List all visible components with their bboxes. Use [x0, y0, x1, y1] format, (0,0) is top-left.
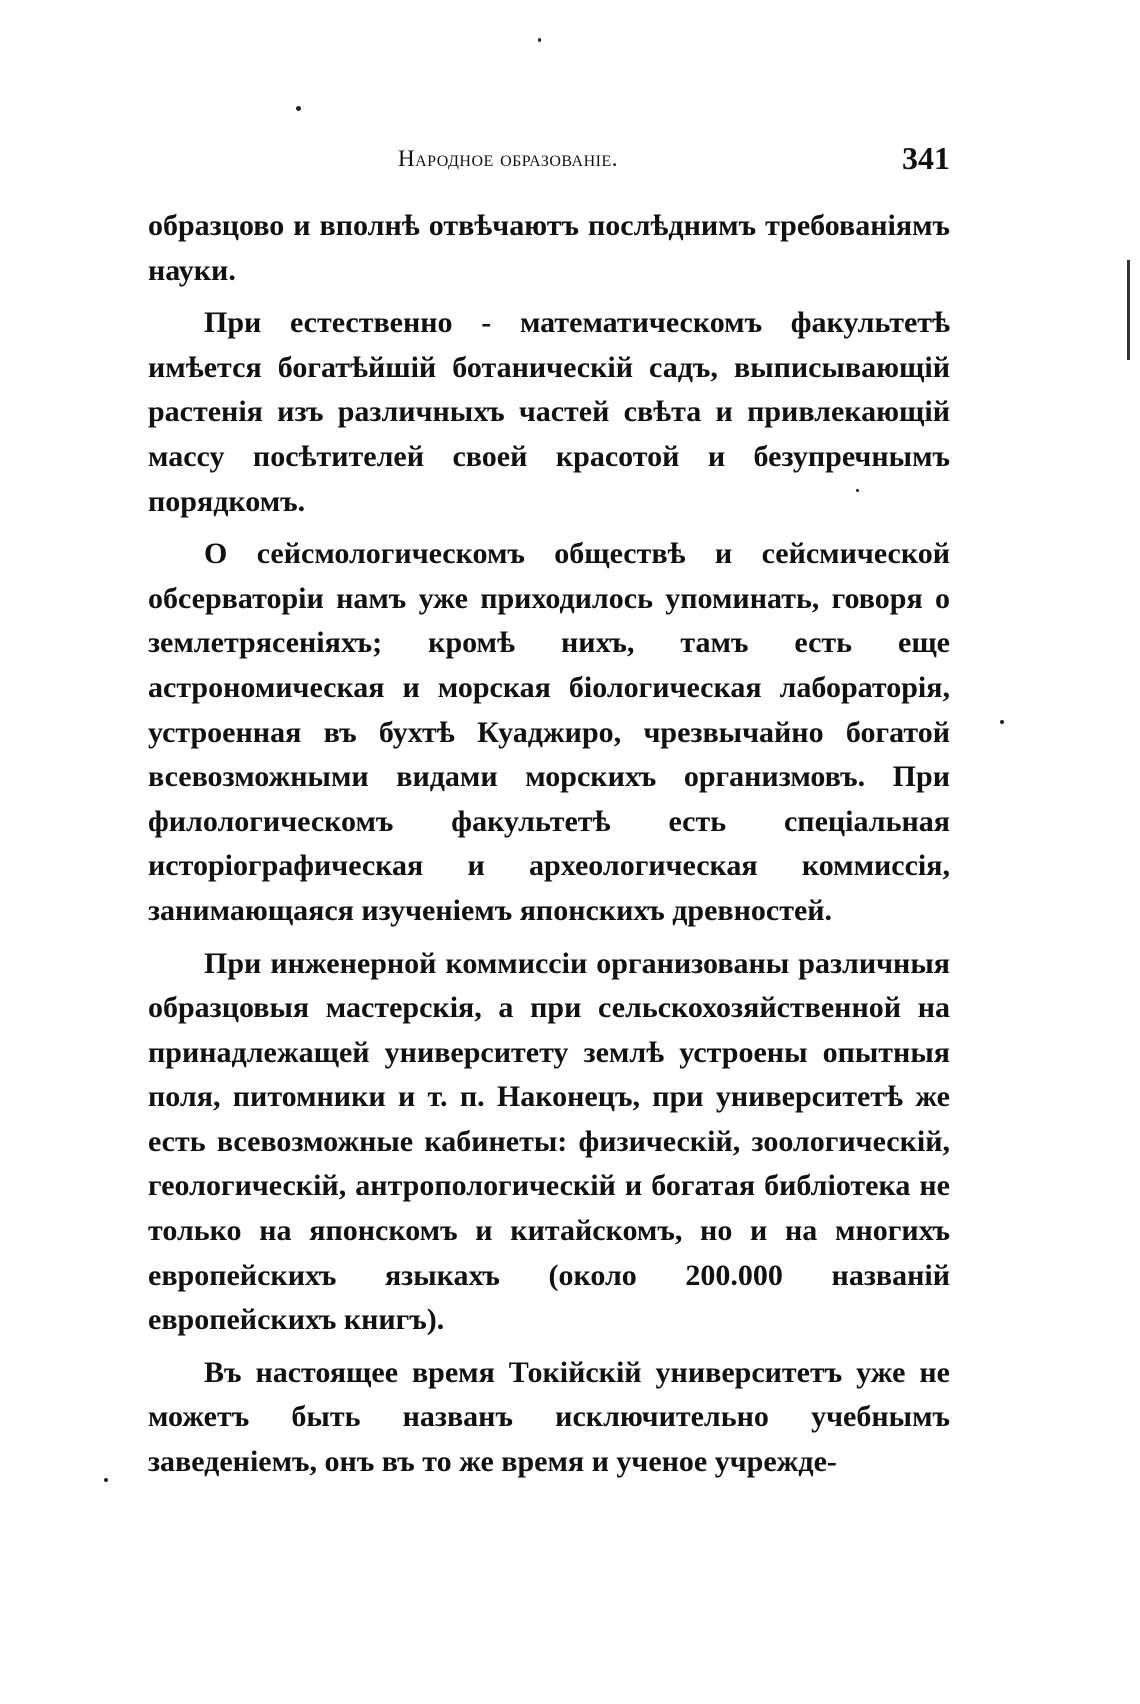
- paragraph-1: образцово и вполнѣ отвѣчаютъ послѣднимъ требованіямъ науки.: [148, 209, 950, 287]
- speck: [856, 489, 859, 492]
- speck: [296, 106, 301, 111]
- paragraph-5: Въ настоящее время Токійскій университетъ уже не можетъ быть названъ исключительно учебнымъ заведеніемъ, онъ въ то же время и ученое учрежде-: [148, 1355, 950, 1479]
- scan-edge-line: [1127, 260, 1130, 360]
- speck: [104, 1478, 108, 1482]
- running-header: [148, 140, 950, 180]
- speck: [1000, 720, 1004, 724]
- page-body: [148, 204, 950, 1485]
- paragraph-2: При естественно - математическомъ факультетѣ имѣется богатѣйшій ботаническій садъ, выписывающій растенія изъ различныхъ частей свѣта и привлекающій массу посѣтителей своей красотой и безупречнымъ порядкомъ.: [148, 306, 950, 518]
- paragraph-3: О сейсмологическомъ обществѣ и сейсмической обсерваторіи намъ уже приходилось упоминать, говоря о землетрясеніяхъ; кромѣ нихъ, тамъ есть еще астрономическая и морская біологическая лабораторія, устроенная въ бухтѣ Куаджиро, чрезвычайно богатой всевозможными видами морскихъ организмовъ. При филологическомъ факультетѣ есть спеціальная исторіографическая и археологическая коммиссія, занимающаяся изученіемъ японскихъ древностей.: [148, 537, 950, 927]
- speck: [538, 38, 541, 42]
- page-number: 341: [902, 140, 950, 176]
- paragraph-4: При инженерной коммиссіи организованы различныя образцовыя мастерскія, а при сельскохозяйственной на принадлежащей университету землѣ устроены опытныя поля, питомники и т. п. Наконецъ, при университетѣ же есть всевозможные кабинеты: физическій, зоологическій, геологическій, антропологическій и богатая библіотека не только на японскомъ и китайскомъ, но и на многихъ европейскихъ языкахъ (около 200.000 названій европейскихъ книгъ).: [148, 946, 950, 1337]
- running-title: Народное образованіе.: [398, 146, 619, 171]
